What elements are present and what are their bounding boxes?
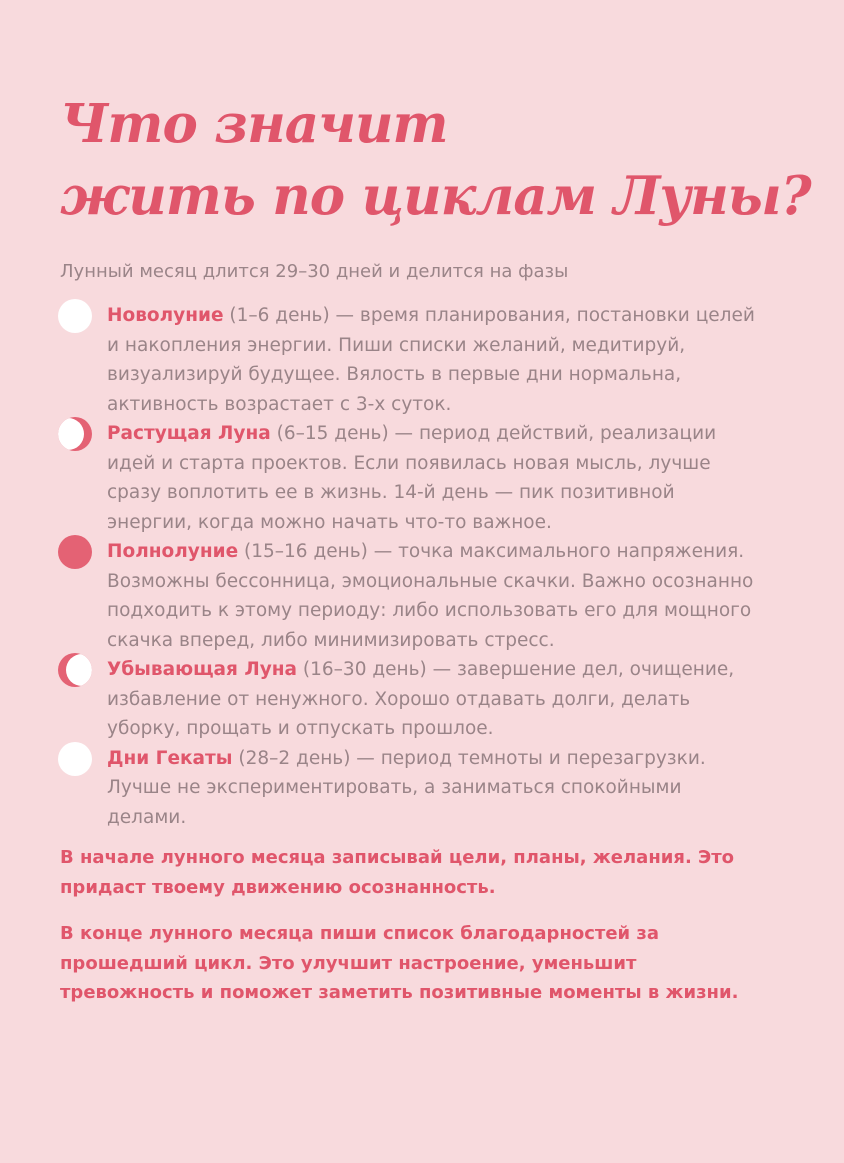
moon-phases-list <box>58 301 758 832</box>
phase-description: (1–6 день) — время планирования, постановки целей и накопления энергии. Пиши списки желаний, медитируй, визуализируй будущее. Вялость в первые дни нормальна, активность возрастает с 3-х суток. <box>107 305 755 415</box>
phase-new-moon <box>58 301 758 419</box>
page-title <box>60 88 811 232</box>
phase-waxing-moon <box>58 419 758 537</box>
waxing-moon-icon <box>58 417 92 451</box>
phase-description: (28–2 день) — период темноты и перезагрузки. Лучше не экспериментировать, а заниматься спокойными делами. <box>107 747 706 828</box>
title-line-1: Что значит <box>60 93 448 155</box>
full-moon-icon <box>58 535 92 569</box>
phase-description: (6–15 день) — период действий, реализации идей и старта проектов. Если появилась новая мысль, лучше сразу воплотить ее в жизнь. 14-й день — пик позитивной энергии, когда можно начать что-то важное. <box>107 423 717 533</box>
intro-text: Лунный месяц длится 29–30 дней и делится на фазы <box>60 261 569 282</box>
phase-waning-moon <box>58 655 758 744</box>
waning-moon-icon <box>58 653 92 687</box>
note-month-end: В конце лунного месяца пиши список благодарностей за прошедший цикл. Это улучшит настроение, уменьшит тревожность и поможет заметить позитивные моменты в жизни. <box>60 923 739 1003</box>
phase-name: Убывающая Луна <box>107 659 298 680</box>
phase-description: (15–16 день) — точка максимального напряжения. Возможны бессонница, эмоциональные скачки. Важно осознанно подходить к этому периоду: либо использовать его для мощного скачка вперед, либо минимизировать стресс. <box>107 541 754 651</box>
phase-name: Растущая Луна <box>107 423 271 444</box>
phase-name: Новолуние <box>107 305 224 326</box>
phase-hecate-days <box>58 744 758 833</box>
note-month-start: В начале лунного месяца записывай цели, планы, желания. Это придаст твоему движению осознанность. <box>60 847 735 898</box>
phase-description: (16–30 день) — завершение дел, очищение, избавление от ненужного. Хорошо отдавать долги, делать уборку, прощать и отпускать прошлое. <box>107 659 735 739</box>
title-line-2: жить по циклам Луны? <box>60 165 811 227</box>
new-moon-icon <box>58 299 92 333</box>
phase-name: Полнолуние <box>107 541 239 562</box>
hecate-moon-icon <box>58 742 92 776</box>
phase-full-moon <box>58 537 758 655</box>
phase-name: Дни Гекаты <box>107 747 233 769</box>
